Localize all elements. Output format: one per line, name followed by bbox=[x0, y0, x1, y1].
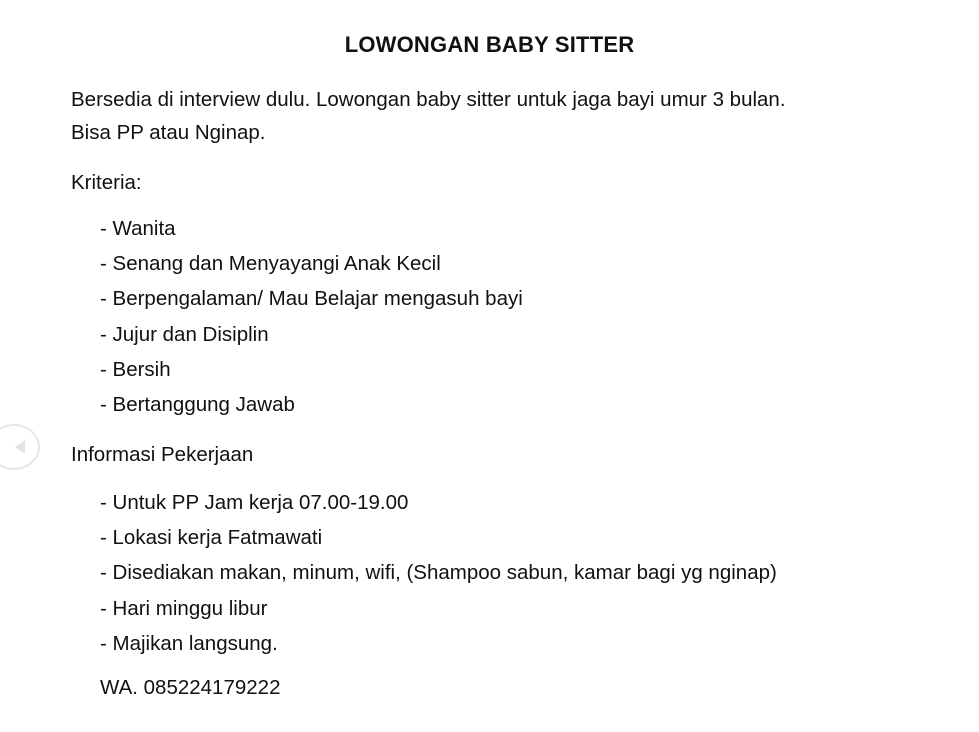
list-item: - Majikan langsung. bbox=[100, 631, 278, 655]
intro-line-2: Bisa PP atau Nginap. bbox=[71, 121, 266, 144]
list-item: - Senang dan Menyayangi Anak Kecil bbox=[100, 252, 441, 276]
list-item: - Bersih bbox=[100, 357, 171, 381]
list-item: - Berpengalaman/ Mau Belajar mengasuh bayi bbox=[100, 287, 523, 311]
list-item: - Bertanggung Jawab bbox=[100, 392, 295, 416]
intro-paragraph bbox=[71, 83, 931, 149]
intro-line-1: Bersedia di interview dulu. Lowongan baby sitter untuk jaga bayi umur 3 bulan. bbox=[71, 88, 786, 111]
page-title: LOWONGAN BABY SITTER bbox=[344, 32, 635, 57]
contact-number: WA. 085224179222 bbox=[100, 676, 281, 699]
criteria-heading: Kriteria: bbox=[71, 171, 142, 194]
previous-slide-button[interactable] bbox=[0, 424, 40, 470]
job-info-list bbox=[100, 485, 777, 661]
criteria-list bbox=[100, 211, 523, 422]
list-item: - Hari minggu libur bbox=[100, 596, 268, 620]
job-info-heading: Informasi Pekerjaan bbox=[71, 443, 254, 466]
list-item: - Jujur dan Disiplin bbox=[100, 322, 269, 346]
chevron-left-icon bbox=[13, 439, 27, 455]
list-item: - Disediakan makan, minum, wifi, (Shampoo sabun, kamar bagi yg nginap) bbox=[100, 561, 777, 585]
list-item: - Untuk PP Jam kerja 07.00-19.00 bbox=[100, 491, 409, 514]
list-item: - Lokasi kerja Fatmawati bbox=[100, 526, 323, 550]
list-item: - Wanita bbox=[100, 217, 176, 240]
